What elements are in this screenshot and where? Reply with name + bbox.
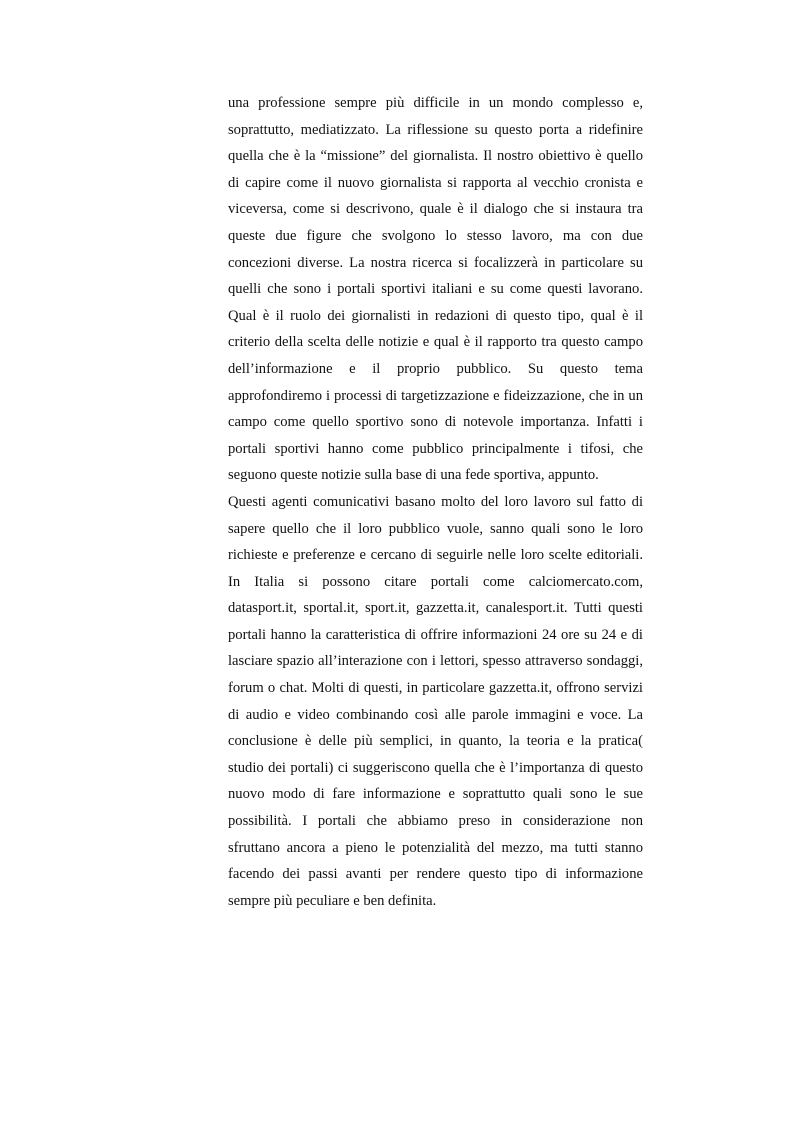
text-line: seguono queste notizie sulla base di una fede sportiva, appunto. (228, 467, 599, 484)
paragraph-1 (228, 90, 643, 489)
text-line: Qual è il ruolo dei giornalisti in redazioni di questo tipo, qual è il (228, 307, 643, 324)
text-line: dell’informazione e il proprio pubblico. Su questo tema (228, 360, 643, 377)
text-line: nuovo modo di fare informazione e soprattutto quali sono le sue (228, 786, 643, 803)
text-line: queste due figure che svolgono lo stesso lavoro, ma con due (228, 227, 643, 244)
text-line: forum o chat. Molti di questi, in particolare gazzetta.it, offrono servizi (228, 680, 643, 697)
text-line: approfondiremo i processi di targetizzazione e fideizzazione, che in un (228, 387, 643, 404)
text-line: sempre più peculiare e ben definita. (228, 892, 437, 909)
text-line: lasciare spazio all’interazione con i lettori, spesso attraverso sondaggi, (228, 653, 643, 670)
text-line: sfruttano ancora a pieno le potenzialità del mezzo, ma tutti stanno (228, 839, 643, 856)
body-text (228, 90, 643, 914)
text-line: sapere quello che il loro pubblico vuole, sanno quali sono le loro (228, 520, 643, 537)
paragraph-2 (228, 489, 643, 915)
text-line: conclusione è delle più semplici, in quanto, la teoria e la pratica( (228, 733, 643, 750)
text-line: In Italia si possono citare portali come calciomercato.com, (228, 573, 643, 590)
text-line: di audio e video combinando così alle parole immagini e voce. La (228, 706, 643, 723)
text-line: una professione sempre più difficile in un mondo complesso e, (228, 95, 643, 111)
text-line: di capire come il nuovo giornalista si rapporta al vecchio cronista e (228, 174, 643, 191)
text-line: datasport.it, sportal.it, sport.it, gazzetta.it, canalesport.it. Tutti questi (228, 600, 643, 617)
text-line: viceversa, come si descrivono, quale è il dialogo che si instaura tra (228, 201, 643, 218)
text-line: soprattutto, mediatizzato. La riflessione su questo porta a ridefinire (228, 121, 643, 138)
text-line: possibilità. I portali che abbiamo preso in considerazione non (228, 813, 643, 830)
text-line: richieste e preferenze e cercano di seguirle nelle loro scelte editoriali. (228, 547, 643, 564)
text-line: quella che è la “missione” del giornalista. Il nostro obiettivo è quello (228, 148, 643, 165)
text-line: portali sportivi hanno come pubblico principalmente i tifosi, che (228, 440, 643, 457)
text-line: Questi agenti comunicativi basano molto del loro lavoro sul fatto di (228, 493, 643, 510)
text-line: facendo dei passi avanti per rendere questo tipo di informazione (228, 866, 643, 883)
text-line: criterio della scelta delle notizie e qual è il rapporto tra questo campo (228, 334, 643, 351)
text-line: portali hanno la caratteristica di offrire informazioni 24 ore su 24 e di (228, 626, 643, 643)
text-line: concezioni diverse. La nostra ricerca si focalizzerà in particolare su (228, 254, 643, 271)
text-line: quelli che sono i portali sportivi italiani e su come questi lavorano. (228, 281, 643, 298)
text-line: campo come quello sportivo sono di notevole importanza. Infatti i (228, 414, 643, 431)
text-line: studio dei portali) ci suggeriscono quella che è l’importanza di questo (228, 759, 643, 776)
